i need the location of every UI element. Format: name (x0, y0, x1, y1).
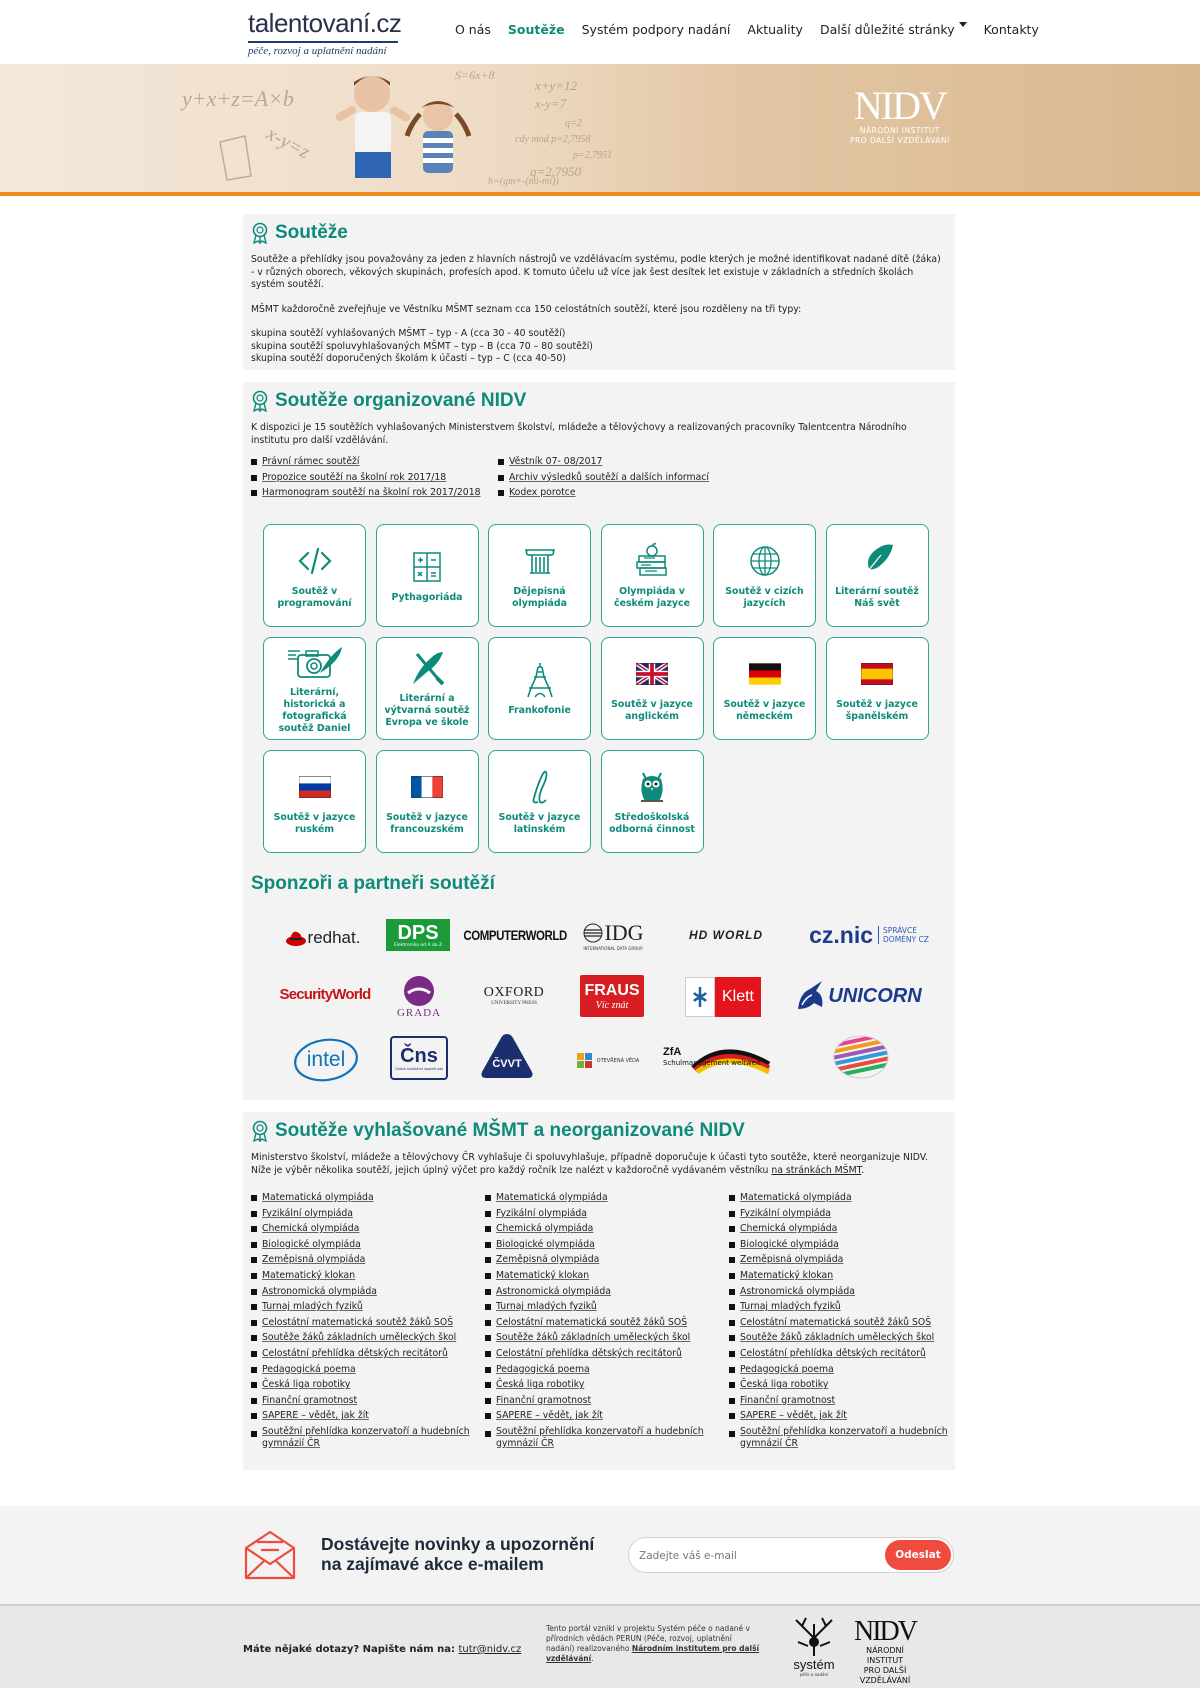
cns-logo[interactable] (390, 1036, 448, 1080)
list-item (485, 1221, 705, 1237)
email-form (628, 1537, 954, 1573)
competition-link[interactable]: Fyzikální olympiáda (496, 1207, 587, 1219)
competition-tile[interactable] (263, 750, 366, 853)
spanish-flag-icon (861, 655, 893, 693)
pencil-cup-illustration (215, 132, 255, 182)
section-title-text: Soutěže (275, 222, 348, 243)
list-item (251, 1393, 471, 1409)
section-title-text: Soutěže organizované NIDV (275, 390, 527, 411)
competition-link[interactable]: Celostátní přehlídka dětských recitátorů (740, 1347, 926, 1359)
tile-label: Soutěž v programování (277, 585, 352, 609)
hero-formula: x+y=12 (535, 78, 578, 93)
competition-link[interactable]: Soutěžní přehlídka konzervatoří a hudebních gymnázií ČR (740, 1425, 948, 1449)
list-item (729, 1408, 949, 1424)
section-soutěže (243, 214, 955, 370)
nidv-logo-line: PRO DALŠÍ VZDĚLÁVÁNÍ (850, 136, 950, 145)
logo-text: talentovaní.cz (248, 8, 402, 38)
hero-banner (0, 64, 1200, 192)
russian-flag-icon (299, 768, 331, 806)
section-paragraph (251, 1152, 946, 1177)
section-msmt (243, 1112, 955, 1470)
fraus-logo[interactable] (580, 975, 644, 1017)
grada-circle-icon (401, 975, 437, 1007)
nav-item-3[interactable]: Aktuality (747, 22, 803, 37)
redhat-logo[interactable] (278, 918, 368, 958)
list-item (251, 1237, 471, 1253)
cvvt-text: ČVVT (492, 1058, 522, 1070)
competition-link[interactable]: Česká liga robotiky (740, 1379, 829, 1391)
nidv-footer-line: VZDĚLÁVÁNÍ (859, 1676, 911, 1685)
logo-tagline: péče, rozvoj a uplatnění nadání (248, 41, 398, 57)
list-item (251, 1330, 471, 1346)
cvvt-triangle-icon (480, 1032, 534, 1080)
books-apple-icon (635, 542, 669, 580)
main-nav (455, 22, 1039, 37)
german-flag-icon (749, 655, 781, 693)
list-item (485, 1315, 705, 1331)
type-line: skupina soutěží spoluvyhlašovaných MŠMT – typ – B (cca 70 – 80 soutěží) (251, 340, 593, 352)
grada-logo[interactable] (386, 972, 452, 1022)
hero-formula: y+x+z=A×b (182, 86, 294, 111)
nidv-link[interactable]: Národním institutem pro další vzdělávání (546, 1644, 760, 1663)
competition-link[interactable]: Soutěže žáků základních uměleckých škol (496, 1332, 691, 1344)
competition-link[interactable]: Soutěžní přehlídka konzervatoří a hudebních gymnázií ČR (262, 1425, 470, 1449)
competition-link[interactable]: Biologické olympiáda (262, 1238, 361, 1250)
competition-link[interactable]: Astronomická olympiáda (740, 1285, 855, 1297)
column-icon (523, 542, 557, 580)
zfa-logo[interactable] (663, 1040, 771, 1076)
nidv-logo-mark: NIDV (853, 83, 946, 128)
newsletter-line: na zajímavé akce e-mailem (321, 1554, 544, 1574)
otevrena-veda-squares-icon (577, 1053, 593, 1069)
cznic-subtext-line: SPRÁVCE (883, 926, 917, 935)
competition-tile[interactable] (488, 637, 591, 740)
dps-logo[interactable] (386, 919, 450, 951)
newsletter-section (0, 1506, 1200, 1604)
competition-link[interactable]: Zeměpisná olympiáda (496, 1254, 600, 1266)
competition-link[interactable]: Astronomická olympiáda (496, 1285, 611, 1297)
competition-link[interactable]: SAPERE – vědět, jak žít (740, 1410, 847, 1422)
unicorn-logo[interactable] (783, 977, 933, 1015)
competition-link[interactable]: Turnaj mladých fyziků (262, 1301, 363, 1313)
nav-item-5[interactable]: Kontakty (983, 22, 1039, 37)
list-item (251, 1299, 471, 1315)
msmt-links-column (251, 1190, 471, 1450)
competition-link[interactable]: Pedagogická poema (262, 1363, 356, 1375)
tile-label: Středoškolská odborná činnost (609, 811, 695, 835)
footer-project-text (546, 1624, 761, 1664)
list-item (485, 1237, 705, 1253)
competition-link[interactable]: Celostátní matematická soutěž žáků SOŠ (262, 1316, 454, 1328)
list-item (251, 1268, 471, 1284)
kids-photo (325, 64, 485, 192)
nidv-footer-mark: NIDV (854, 1616, 916, 1647)
footer-email-link[interactable]: tutr@nidv.cz (458, 1644, 522, 1655)
zfa-text: ZfA (663, 1046, 682, 1058)
list-item (485, 1190, 705, 1206)
list-item (251, 470, 481, 486)
tile-label: Soutěž v jazyce ruském (273, 811, 356, 835)
oxford-text: OXFORD (483, 984, 545, 1000)
subscribe-button[interactable]: Odeslat (885, 1540, 951, 1570)
type-line: skupina soutěží vyhlašovaných MŠMT – typ - A (cca 30 - 40 soutěží) (251, 328, 566, 339)
competition-tile[interactable] (488, 524, 591, 627)
klett-symbol-icon (685, 977, 715, 1017)
colorful-partner-logo[interactable] (831, 1032, 891, 1080)
list-item (251, 454, 481, 470)
list-item (729, 1362, 949, 1378)
competition-types (251, 328, 947, 366)
intel-text: intel (306, 1048, 346, 1071)
grada-text: GRADA (396, 1007, 442, 1019)
newsletter-line: Dostávejte novinky a upozornění (321, 1534, 595, 1554)
list-item (251, 485, 481, 501)
list-item (729, 1299, 949, 1315)
tile-label: Soutěž v jazyce španělském (836, 698, 918, 722)
oxford-subtext: UNIVERSITY PRESS (491, 1000, 537, 1006)
list-item (485, 1426, 705, 1450)
list-item (485, 1346, 705, 1362)
otevrena-veda-logo[interactable] (571, 1050, 645, 1072)
hero-formula: h=(gm+-(mi-mi)) (488, 176, 559, 187)
idg-text: IDG (604, 919, 644, 945)
tile-label: Dějepisná olympiáda (512, 585, 567, 609)
list-item (729, 1284, 949, 1300)
redhat-hat-icon (286, 928, 306, 948)
competition-link[interactable]: Turnaj mladých fyziků (740, 1301, 841, 1313)
sponsors-title: Sponzoři a partneři soutěží (251, 873, 495, 894)
list-link[interactable]: Harmonogram soutěží na školní rok 2017/2018 (262, 487, 481, 499)
competition-tile[interactable] (713, 524, 816, 627)
competition-link[interactable]: Biologické olympiáda (496, 1238, 595, 1250)
list-item (485, 1362, 705, 1378)
list-item (251, 1190, 471, 1206)
section-title (251, 390, 947, 412)
list-item (485, 1206, 705, 1222)
competition-link[interactable]: Česká liga robotiky (496, 1379, 585, 1391)
code-icon (297, 542, 333, 580)
competition-tile[interactable] (826, 637, 929, 740)
competition-link[interactable]: Pedagogická poema (740, 1363, 834, 1375)
redhat-text: redhat. (307, 928, 361, 947)
klett-text: Klett (721, 988, 754, 1005)
competition-link[interactable]: Turnaj mladých fyziků (496, 1301, 597, 1313)
feather-icon (859, 542, 895, 580)
fraus-subtext: Víc znát (595, 999, 629, 1011)
unicorn-head-icon (794, 979, 828, 1013)
competition-link[interactable]: Česká liga robotiky (262, 1379, 351, 1391)
competition-link[interactable]: Fyzikální olympiáda (262, 1207, 353, 1219)
list-item (729, 1393, 949, 1409)
tile-label: Soutěž v jazyce anglickém (611, 698, 693, 722)
system-text: systém (793, 1657, 835, 1672)
list-item (498, 470, 709, 486)
klett-logo[interactable] (685, 977, 761, 1017)
nidv-footer-line: NÁRODNÍ INSTITUT (866, 1646, 904, 1665)
competition-tile[interactable] (263, 524, 366, 627)
competition-link[interactable]: Zeměpisná olympiáda (740, 1254, 844, 1266)
nidv-footer-logo[interactable] (850, 1618, 920, 1686)
cns-subtext: Česká nukleární společnost (395, 1067, 443, 1071)
cznic-subtext (878, 926, 929, 944)
cvvt-logo[interactable] (480, 1032, 534, 1080)
list-item (729, 1252, 949, 1268)
hero-formula: x-y=7 (535, 96, 567, 111)
tile-label: Soutěž v jazyce německém (723, 698, 806, 722)
list-item (485, 1299, 705, 1315)
cznic-subtext-line: DOMÉNY CZ (883, 935, 929, 944)
site-header (0, 0, 1200, 64)
envelope-icon (243, 1530, 297, 1580)
idg-globe-icon (582, 923, 604, 943)
klett-name-box (715, 977, 761, 1017)
list-item (251, 1377, 471, 1393)
msmt-links-column (729, 1190, 949, 1450)
links-right (498, 454, 709, 501)
competition-tile[interactable] (263, 637, 366, 740)
competition-link[interactable]: Fyzikální olympiáda (740, 1207, 831, 1219)
unicorn-text: UNICORN (828, 984, 922, 1007)
competition-link[interactable]: Matematický klokan (740, 1269, 834, 1281)
list-item (485, 1252, 705, 1268)
hero-formula: q=2 (565, 118, 582, 129)
newsletter-text (321, 1534, 594, 1574)
list-item (729, 1377, 949, 1393)
msmt-links-column (485, 1190, 705, 1450)
competition-link[interactable]: Pedagogická poema (496, 1363, 590, 1375)
nidv-hero-logo (850, 83, 950, 146)
competition-link[interactable]: SAPERE – vědět, jak žít (262, 1410, 369, 1422)
cznic-text: cz.nic (809, 921, 874, 948)
fraus-text: FRAUS (584, 981, 640, 999)
list-item (729, 1315, 949, 1331)
competition-link[interactable]: Finanční gramotnost (740, 1394, 836, 1406)
competition-link[interactable]: Celostátní přehlídka dětských recitátorů (496, 1347, 682, 1359)
hero-formula: p=2,7951 (573, 150, 613, 161)
competition-link[interactable]: Soutěže žáků základních uměleckých škol (262, 1332, 457, 1344)
footer-contact (243, 1644, 521, 1655)
computerworld-text: COMPUTERWORLD (463, 927, 567, 943)
competition-link[interactable]: Matematická olympiáda (740, 1192, 852, 1203)
type-line: skupina soutěží doporučených školám k účasti – typ – C (cca 40-50) (251, 353, 566, 364)
list-link[interactable]: Kodex porotce (509, 487, 576, 499)
tile-label: Pythagoriáda (391, 591, 463, 603)
computerworld-logo[interactable] (465, 922, 565, 948)
competition-tile[interactable] (376, 524, 479, 627)
tile-label: Soutěž v jazyce latinském (498, 811, 581, 835)
list-item (485, 1408, 705, 1424)
competition-tile[interactable] (376, 637, 479, 740)
intro-end: . (861, 1164, 865, 1176)
system-tree-icon (792, 1616, 836, 1658)
dps-subtext: Elektronika od A do Z (393, 942, 443, 948)
list-item (729, 1426, 949, 1450)
list-item (729, 1237, 949, 1253)
tile-label: Literární soutěž Náš svět (835, 585, 919, 609)
section-nidv (243, 382, 955, 1100)
section-title-text: Soutěže vyhlašované MŠMT a neorganizované NIDV (275, 1120, 745, 1141)
competition-tile[interactable] (376, 750, 479, 853)
section-title (251, 1120, 947, 1142)
hdworld-logo[interactable] (671, 924, 781, 946)
list-link[interactable]: Věstník 07- 08/2017 (509, 456, 603, 467)
competition-link[interactable]: Matematický klokan (262, 1269, 356, 1281)
project-text: Tento portál vznikl v projektu Systém péče o nadané v přírodních vědách PERUN (Péče, rozvoj, uplatnění nadání) realizovaného (546, 1624, 750, 1653)
competition-link[interactable]: Zeměpisná olympiáda (262, 1254, 366, 1266)
chevron-down-icon[interactable] (959, 22, 967, 27)
idg-logo[interactable] (575, 916, 651, 954)
uk-flag-icon (636, 655, 668, 693)
owl-icon (637, 768, 667, 806)
securityworld-text: SecurityWorld (279, 985, 371, 1003)
list-item (729, 1221, 949, 1237)
tile-label: Soutěž v jazyce francouzském (386, 811, 468, 835)
competition-link[interactable]: SAPERE – vědět, jak žít (496, 1410, 603, 1422)
hero-formula: cdy mod p=2,7958 (515, 134, 591, 145)
list-item (251, 1426, 471, 1450)
list-item (498, 454, 709, 470)
competition-tile[interactable] (713, 637, 816, 740)
list-item (251, 1252, 471, 1268)
list-link[interactable]: Archiv výsledků soutěží a dalších informací (509, 471, 709, 483)
list-item (729, 1206, 949, 1222)
competition-link[interactable]: Finanční gramotnost (496, 1394, 592, 1406)
dps-text: DPS (397, 921, 439, 944)
site-footer (0, 1604, 1200, 1688)
list-item (729, 1268, 949, 1284)
section-paragraph: Soutěže a přehlídky jsou považovány za jeden z hlavních nástrojů ve vzdělávacím systému, podle kterých je možné identifikovat nadané dítě (žáka) - v různých oborech, věkových skupinách, profesích apod. K tomuto účelu už více jak šest desítek let existuje v základních a středních školách systém soutěží. (251, 254, 941, 290)
list-item (729, 1190, 949, 1206)
tile-label: Frankofonie (508, 704, 571, 716)
system-subtext: péče o nadání (799, 1672, 829, 1677)
list-item (251, 1206, 471, 1222)
idg-subtext: INTERNATIONAL DATA GROUP (583, 945, 643, 951)
calculator-icon (412, 548, 442, 586)
zfa-subtext: Schulmanagement weltweit (663, 1059, 761, 1067)
tile-label: Literární a výtvarná soutěž Evropa ve škole (384, 692, 470, 728)
list-item (251, 1362, 471, 1378)
list-item (251, 1408, 471, 1424)
site-logo[interactable] (248, 8, 401, 57)
footer-question: Máte nějaké dotazy? Napište nám na: (243, 1644, 459, 1655)
competition-tile[interactable] (601, 637, 704, 740)
hero-formula: q=2,7950 (530, 164, 582, 179)
list-item (729, 1330, 949, 1346)
section-paragraph: K dispozici je 15 soutěžích vyhlašovaných Ministerstvem školství, mládeže a tělovýchovy a realizovaných pracovníky Talentcentra Národního institutu pro další vzdělávání. (251, 422, 907, 446)
competition-link[interactable]: Soutěže žáků základních uměleckých škol (740, 1332, 935, 1344)
list-item (485, 1393, 705, 1409)
list-item (498, 485, 709, 501)
award-icon (251, 222, 269, 244)
competition-link[interactable]: Finanční gramotnost (262, 1394, 358, 1406)
tile-label: Olympiáda v českém jazyce (614, 585, 690, 609)
award-icon (251, 390, 269, 412)
competition-link[interactable]: Matematická olympiáda (262, 1192, 374, 1203)
competition-link[interactable]: Celostátní matematická soutěž žáků SOŠ (740, 1316, 932, 1328)
competition-link[interactable]: Astronomická olympiáda (262, 1285, 377, 1297)
tile-label: Literární, historická a fotografická soutěž Daniel (278, 686, 351, 734)
list-item (251, 1346, 471, 1362)
nav-item-4[interactable]: Další důležité stránky (819, 22, 955, 37)
nidv-logo-line: NÁRODNÍ INSTITUT (859, 126, 940, 135)
intro-text: Ministerstvo školství, mládeže a tělovýchovy ČR vyhlašuje či spoluvyhlašuje, případně doporučuje k účasti tyto soutěže, které neorganizuje NIDV. Níže je výběr několika soutěží, jejich úplný výčet pro každý ročník lze nalézt v každoročně vydávaném věstníku (251, 1152, 928, 1176)
competition-link[interactable]: Biologické olympiáda (740, 1238, 839, 1250)
list-item (251, 1284, 471, 1300)
competition-link[interactable]: Celostátní matematická soutěž žáků SOŠ (496, 1316, 688, 1328)
securityworld-logo[interactable] (275, 981, 375, 1007)
list-item (729, 1346, 949, 1362)
award-icon (251, 1120, 269, 1142)
competition-link[interactable]: Soutěžní přehlídka konzervatoří a hudebních gymnázií ČR (496, 1425, 704, 1449)
otevrena-veda-text: OTEVŘENÁ VĚDA (596, 1058, 640, 1064)
competition-tile[interactable] (826, 524, 929, 627)
oxford-logo[interactable] (464, 980, 564, 1010)
globe-icon (749, 542, 781, 580)
nav-item-1[interactable]: Soutěže (507, 22, 565, 37)
list-item (251, 1221, 471, 1237)
cns-text: Čns (400, 1045, 438, 1067)
competition-link[interactable]: Chemická olympiáda (262, 1223, 360, 1235)
competition-link[interactable]: Celostátní přehlídka dětských recitátorů (262, 1347, 448, 1359)
system-logo[interactable] (790, 1616, 838, 1682)
latin-l-icon (528, 768, 552, 806)
list-link[interactable]: Propozice soutěží na školní rok 2017/18 (262, 471, 447, 483)
list-item (251, 1315, 471, 1331)
list-link[interactable]: Právní rámec soutěží (262, 456, 360, 467)
list-item (485, 1377, 705, 1393)
competition-link[interactable]: Chemická olympiáda (740, 1223, 838, 1235)
msmt-link[interactable]: na stránkách MŠMT (771, 1164, 862, 1176)
hero-accent-bar (0, 192, 1200, 196)
competition-tile[interactable] (601, 750, 704, 853)
camera-quill-icon (286, 643, 344, 681)
intel-logo[interactable] (293, 1037, 359, 1083)
tile-label: Soutěž v cizích jazycích (725, 585, 804, 609)
section-paragraph: MŠMT každoročně zveřejňuje ve Věstníku MŠMT seznam cca 150 celostátních soutěží, které jsou rozděleny na tři typy: (251, 303, 802, 315)
competition-link[interactable]: Matematický klokan (496, 1269, 590, 1281)
cznic-logo[interactable] (794, 919, 944, 951)
list-item (485, 1268, 705, 1284)
hdworld-text: HD WORLD (689, 928, 763, 942)
competition-link[interactable]: Chemická olympiáda (496, 1223, 594, 1235)
hero-formula: S=6x+8 (455, 68, 495, 82)
eiffel-tower-icon (525, 661, 555, 699)
nidv-footer-line: PRO DALŠÍ (863, 1666, 907, 1675)
links-left (251, 454, 481, 501)
competition-tile[interactable] (601, 524, 704, 627)
competition-tile[interactable] (488, 750, 591, 853)
project-end: . (591, 1654, 594, 1663)
pen-brush-icon (409, 649, 445, 687)
email-input[interactable] (639, 1546, 869, 1566)
nav-item-0[interactable]: O nás (455, 22, 491, 37)
list-item (485, 1330, 705, 1346)
hero-formula: x-y=z (262, 122, 314, 164)
competition-link[interactable]: Matematická olympiáda (496, 1192, 608, 1203)
list-item (485, 1284, 705, 1300)
french-flag-icon (411, 768, 443, 806)
section-title (251, 222, 947, 244)
striped-circle-icon (832, 1032, 890, 1080)
nav-item-2[interactable]: Systém podpory nadání (581, 22, 731, 37)
